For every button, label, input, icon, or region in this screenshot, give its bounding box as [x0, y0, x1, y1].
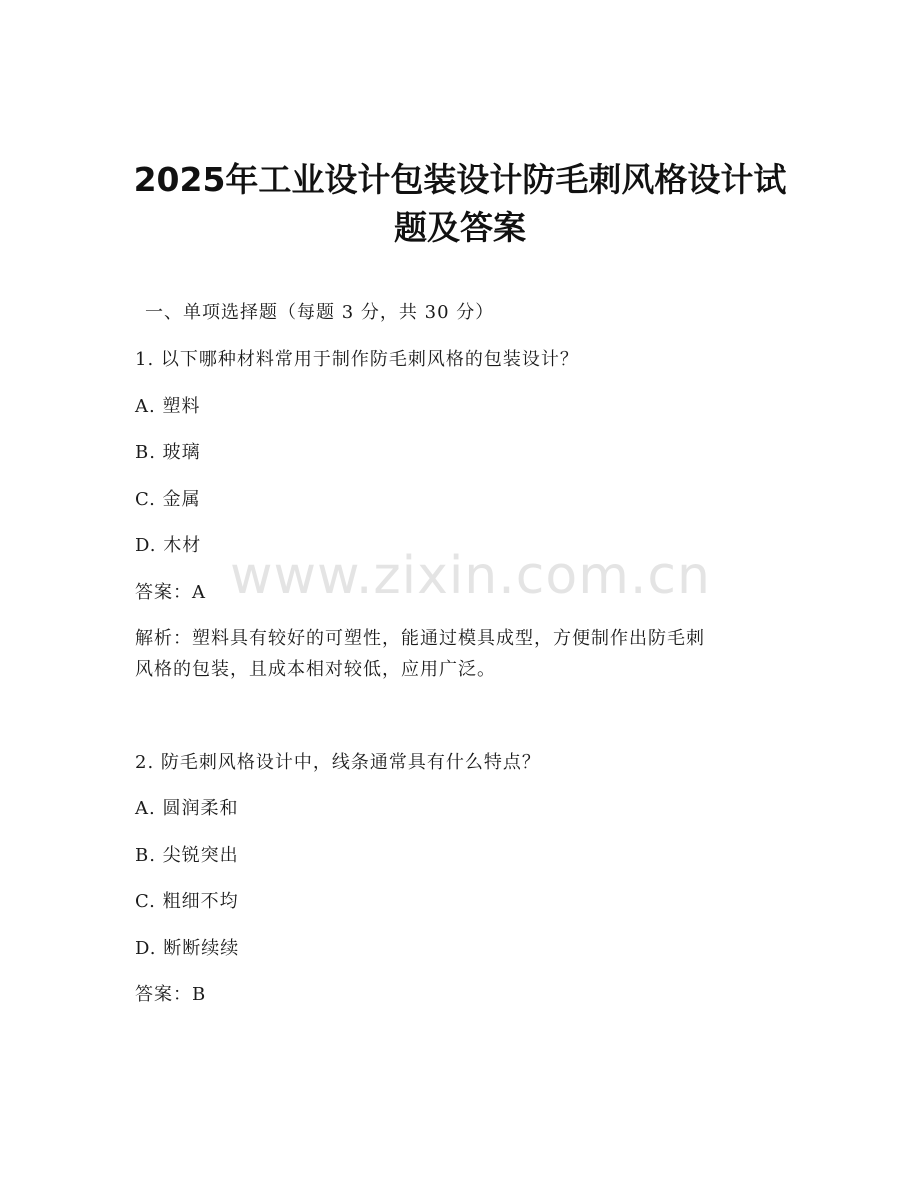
- question-1-analysis-line-2: 风格的包装，且成本相对较低，应用广泛。: [135, 659, 496, 680]
- question-2-option-b: B. 尖锐突出: [135, 845, 239, 866]
- question-2-text: 2. 防毛刺风格设计中，线条通常具有什么特点？: [135, 752, 541, 773]
- question-1-analysis-line-1: 解析：塑料具有较好的可塑性，能通过模具成型，方便制作出防毛刺: [135, 628, 705, 649]
- question-1-option-c: C. 金属: [135, 489, 201, 510]
- question-1-answer: 答案：A: [135, 582, 206, 603]
- document-title-line-1: 2025年工业设计包装设计防毛刺风格设计试: [133, 160, 787, 199]
- question-1-option-d: D. 木材: [135, 535, 202, 556]
- question-2-option-d: D. 断断续续: [135, 938, 240, 959]
- question-2-answer: 答案：B: [135, 984, 207, 1005]
- question-1-text: 1. 以下哪种材料常用于制作防毛刺风格的包装设计？: [135, 349, 579, 370]
- section-heading: 一、单项选择题（每题 3 分，共 30 分）: [145, 302, 495, 323]
- document-title-line-2: 题及答案: [394, 208, 526, 247]
- question-1-option-b: B. 玻璃: [135, 442, 201, 463]
- question-2-option-c: C. 粗细不均: [135, 891, 239, 912]
- question-1-option-a: A. 塑料: [135, 396, 201, 417]
- question-2-option-a: A. 圆润柔和: [135, 798, 239, 819]
- watermark: www.zixin.com.cn: [230, 546, 711, 606]
